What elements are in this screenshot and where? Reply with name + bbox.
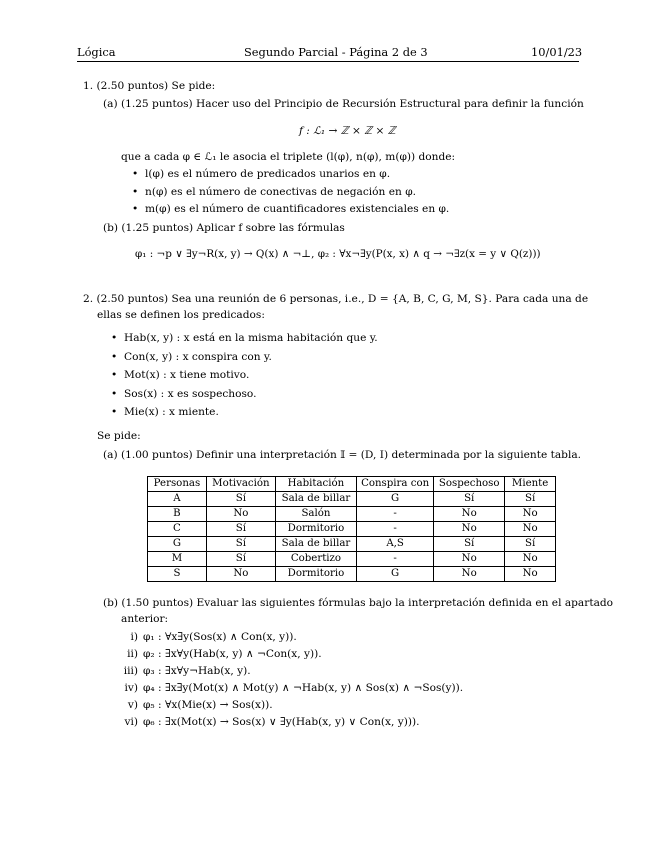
- table-cell: No: [434, 507, 505, 522]
- table-cell: Sí: [505, 537, 556, 552]
- table-row: [148, 537, 556, 552]
- q1b-text: (b) (1.25 puntos) Aplicar f sobre las fórmulas: [103, 222, 345, 234]
- table-cell: Cobertizo: [275, 552, 356, 567]
- column-header: Sospechoso: [434, 477, 505, 492]
- table-cell: Dormitorio: [275, 567, 356, 582]
- column-header: Conspira con: [357, 477, 434, 492]
- table-cell: -: [357, 507, 434, 522]
- table-cell: No: [206, 507, 275, 522]
- table-cell: S: [148, 567, 207, 582]
- table-cell: No: [505, 507, 556, 522]
- table-cell: No: [434, 522, 505, 537]
- q2b-item-num: iii): [123, 665, 138, 677]
- q2b-item-formula: φ₄ : ∃x∃y(Mot(x) ∧ Mot(y) ∧ ¬Hab(x, y) ∧ Sos(x) ∧ ¬Sos(y)).: [143, 682, 464, 694]
- table-cell: G: [148, 537, 207, 552]
- q1a-desc: que a cada φ ∈ ℒ₁ le asocia el triplete (l(φ), n(φ), m(φ)) donde:: [121, 151, 456, 163]
- q2-se-pide: Se pide:: [97, 430, 141, 442]
- q1-intro: 1. (2.50 puntos) Se pide:: [83, 80, 216, 92]
- column-header: Habitación: [275, 477, 356, 492]
- table-cell: No: [434, 552, 505, 567]
- q2-predicate-2: • Con(x, y) : x conspira con y.: [124, 351, 272, 364]
- q2b-item-formula: φ₅ : ∀x(Mie(x) → Sos(x)).: [143, 699, 273, 711]
- table-cell: -: [357, 552, 434, 567]
- q2b-item-formula: φ₆ : ∃x(Mot(x) → Sos(x) ∨ ∃y(Hab(x, y) ∨ Con(x, y))).: [143, 716, 420, 728]
- table-cell: B: [148, 507, 207, 522]
- q1a-bullet-3: • m(φ) es el número de cuantificadores existenciales en φ.: [145, 203, 449, 216]
- table-cell: Sí: [434, 492, 505, 507]
- table-cell: Dormitorio: [275, 522, 356, 537]
- table-cell: No: [505, 552, 556, 567]
- q2b-item-formula: φ₁ : ∀x∃y(Sos(x) ∧ Con(x, y)).: [143, 631, 297, 643]
- table-cell: Sí: [505, 492, 556, 507]
- q2b-item-num: vi): [124, 716, 138, 728]
- table-cell: A,S: [357, 537, 434, 552]
- table-cell: G: [357, 567, 434, 582]
- q2b-item-num: v): [127, 699, 138, 711]
- table-cell: C: [148, 522, 207, 537]
- q2-predicate-4: • Sos(x) : x es sospechoso.: [124, 388, 256, 401]
- q2b-item-formula: φ₂ : ∃x∀y(Hab(x, y) ∧ ¬Con(x, y)).: [143, 648, 322, 660]
- table-cell: Sala de billar: [275, 492, 356, 507]
- table-cell: No: [206, 567, 275, 582]
- q2b-item-num: iv): [124, 682, 138, 694]
- q2b-item-formula: φ₃ : ∃x∀y¬Hab(x, y).: [143, 665, 251, 677]
- q2b-item-num: ii): [127, 648, 138, 660]
- table-header-row: [148, 477, 556, 492]
- table-cell: Sí: [434, 537, 505, 552]
- column-header: Motivación: [206, 477, 275, 492]
- q2-intro-line2: ellas se definen los predicados:: [97, 309, 265, 321]
- table-cell: Sala de billar: [275, 537, 356, 552]
- table-row: [148, 522, 556, 537]
- table-cell: G: [357, 492, 434, 507]
- table-cell: Sí: [206, 492, 275, 507]
- interpretation-table: [147, 476, 556, 582]
- header-date: 10/01/23: [531, 45, 583, 59]
- table-row: [148, 492, 556, 507]
- q1b-formulas: φ₁ : ¬p ∨ ∃y¬R(x, y) → Q(x) ∧ ¬⊥, φ₂ : ∀x¬∃y(P(x, x) ∧ q → ¬∃z(x = y ∨ Q(z))): [135, 248, 541, 260]
- q2-predicate-5: • Mie(x) : x miente.: [124, 406, 219, 419]
- column-header: Miente: [505, 477, 556, 492]
- q2b-text-line1: (b) (1.50 puntos) Evaluar las siguientes fórmulas bajo la interpretación definida en el apartado: [103, 597, 614, 609]
- q1a-bullet-1: • l(φ) es el número de predicados unarios en φ.: [145, 168, 390, 181]
- column-header: Personas: [148, 477, 207, 492]
- table-cell: Sí: [206, 552, 275, 567]
- table-row: [148, 507, 556, 522]
- table-cell: A: [148, 492, 207, 507]
- q1a-function: f : ℒ₁ → ℤ × ℤ × ℤ: [299, 125, 396, 137]
- header-rule: [77, 61, 579, 62]
- table-cell: No: [505, 522, 556, 537]
- table-row: [148, 552, 556, 567]
- table-cell: No: [505, 567, 556, 582]
- table-cell: Salón: [275, 507, 356, 522]
- table-cell: Sí: [206, 537, 275, 552]
- q2a-text: (a) (1.00 puntos) Definir una interpretación 𝕀 = (D, I) determinada por la siguiente tabla.: [103, 449, 582, 461]
- q2-predicate-3: • Mot(x) : x tiene motivo.: [124, 369, 249, 382]
- header-course: Lógica: [77, 45, 116, 59]
- table-cell: Sí: [206, 522, 275, 537]
- table-cell: No: [434, 567, 505, 582]
- q2-intro-line1: 2. (2.50 puntos) Sea una reunión de 6 personas, i.e., D = {A, B, C, G, M, S}. Para cada una de: [83, 293, 589, 305]
- table-cell: M: [148, 552, 207, 567]
- table-cell: -: [357, 522, 434, 537]
- table-row: [148, 567, 556, 582]
- q2-predicate-1: • Hab(x, y) : x está en la misma habitación que y.: [124, 332, 378, 345]
- q1a-text: (a) (1.25 puntos) Hacer uso del Principio de Recursión Estructural para definir la función: [103, 98, 584, 110]
- q1a-bullet-2: • n(φ) es el número de conectivas de negación en φ.: [145, 186, 416, 199]
- header-title: Segundo Parcial - Página 2 de 3: [244, 45, 428, 59]
- q2b-item-num: i): [130, 631, 138, 643]
- q2b-text-line2: anterior:: [121, 613, 169, 625]
